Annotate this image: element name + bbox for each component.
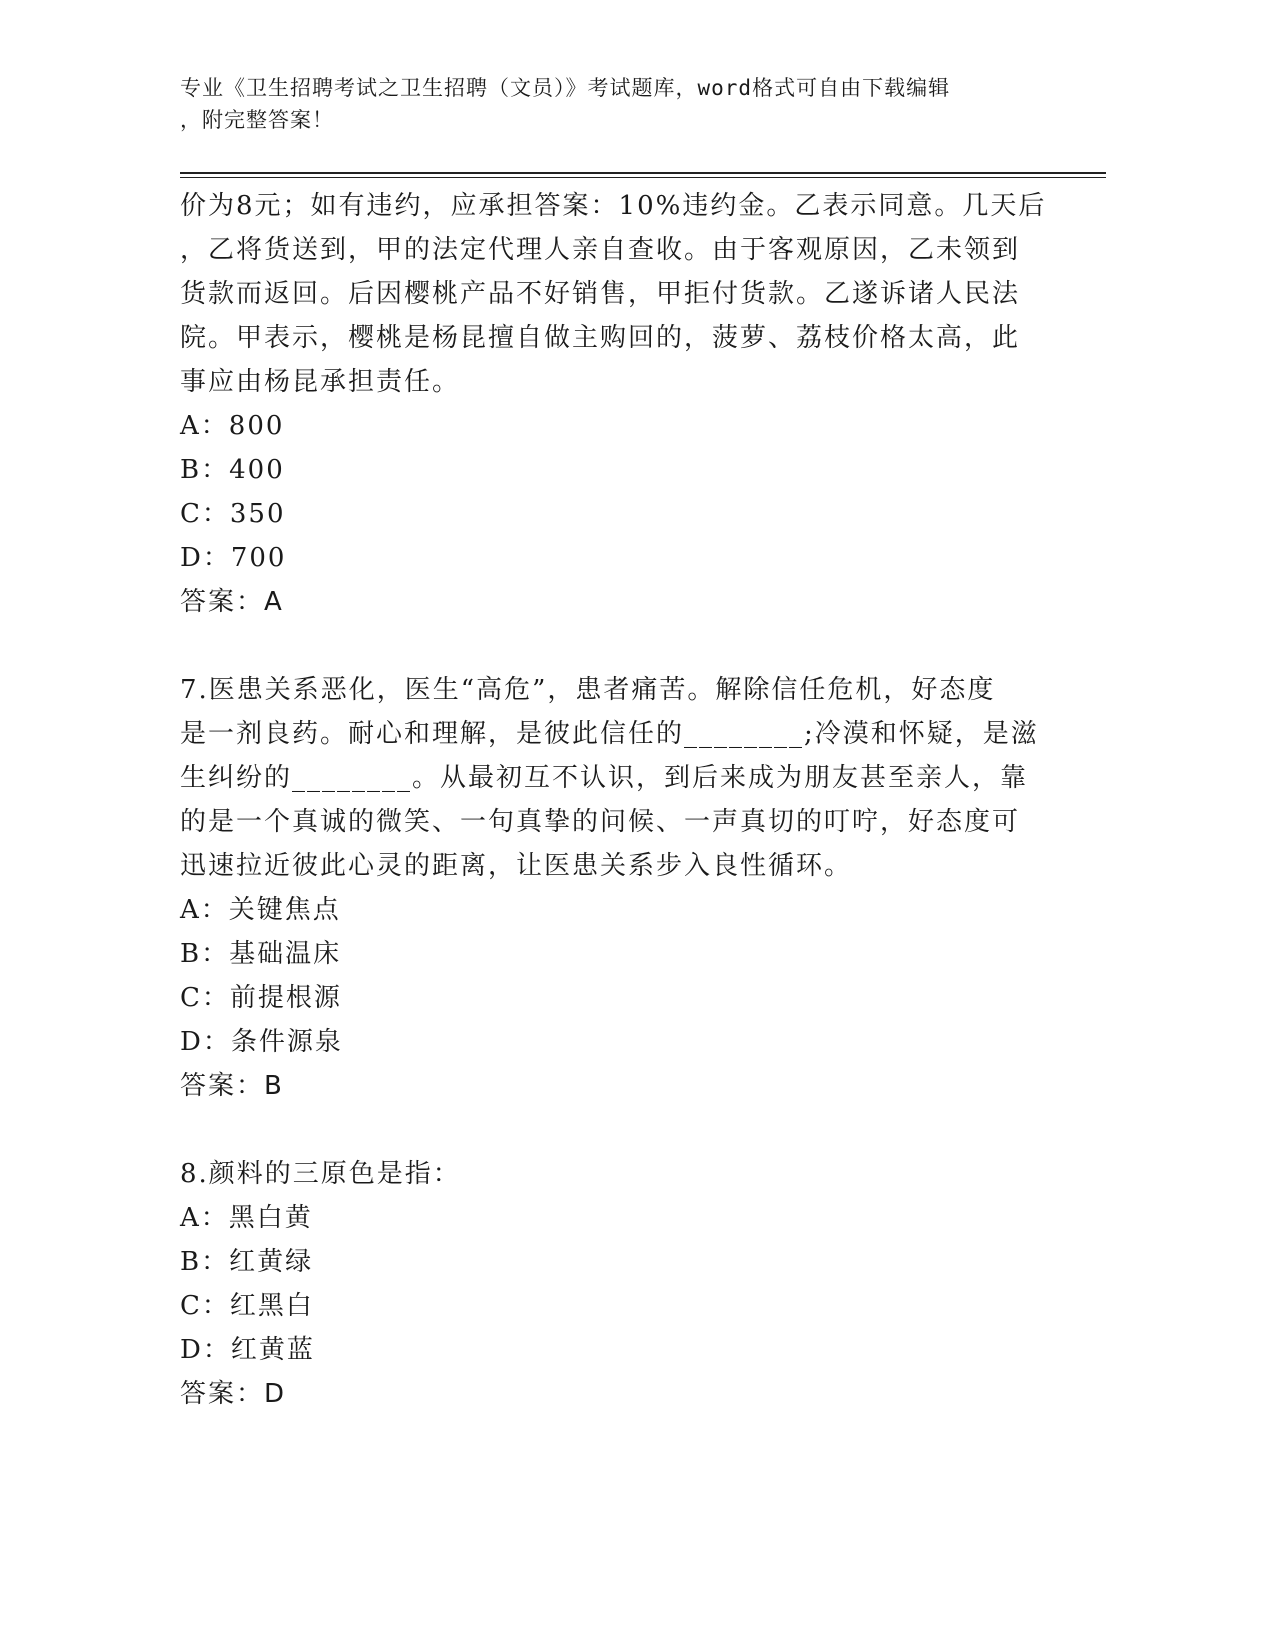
- question-text-line: 的是一个真诚的微笑、一句真挚的问候、一声真切的叮咛，好态度可: [180, 807, 1021, 837]
- option-c: C：红黑白: [180, 1291, 314, 1321]
- option-d: D：条件源泉: [180, 1027, 343, 1057]
- question-text-line: 迅速拉近彼此心灵的距离，让医患关系步入良性循环。: [180, 851, 853, 881]
- question-text-line: 7.医患关系恶化，医生“高危”，患者痛苦。解除信任危机，好态度: [180, 675, 996, 705]
- spacer: [180, 1108, 1060, 1152]
- answer-line: 答案：B: [180, 1071, 284, 1101]
- header-line-1: 专业《卫生招聘考试之卫生招聘（文员）》考试题库，word格式可自由下载编辑: [180, 76, 951, 100]
- option-c: C：350: [180, 499, 286, 529]
- question-text-line: 8.颜料的三原色是指：: [180, 1159, 461, 1189]
- header-divider-thick: [180, 172, 1106, 174]
- header-divider-thin: [180, 177, 1106, 178]
- option-d: D：700: [180, 543, 287, 573]
- option-b: B：基础温床: [180, 939, 342, 969]
- question-text-line: 是一剂良药。耐心和理解，是彼此信任的________;冷漠和怀疑，是滋: [180, 719, 1039, 749]
- spacer: [180, 624, 1060, 668]
- question-text-line: 事应由杨昆承担责任。: [180, 367, 461, 397]
- option-c: C：前提根源: [180, 983, 342, 1013]
- option-a: A：800: [180, 411, 285, 441]
- answer-line: 答案：A: [180, 587, 284, 617]
- question-7: [180, 668, 1060, 1108]
- document-body: [180, 184, 1060, 1416]
- header-line-2: ，附完整答案！: [180, 108, 334, 132]
- option-b: B：400: [180, 455, 285, 485]
- option-b: B：红黄绿: [180, 1247, 314, 1277]
- question-text-line: 生纠纷的________。从最初互不认识，到后来成为朋友甚至亲人，靠: [180, 763, 1029, 793]
- question-6: [180, 184, 1060, 624]
- option-a: A：关键焦点: [180, 895, 341, 925]
- option-a: A：黑白黄: [180, 1203, 313, 1233]
- answer-line: 答案：D: [180, 1379, 287, 1409]
- question-text-line: ，乙将货送到，甲的法定代理人亲自查收。由于客观原因，乙未领到: [180, 235, 1021, 265]
- question-text-line: 货款而返回。后因樱桃产品不好销售，甲拒付货款。乙遂诉诸人民法: [180, 279, 1021, 309]
- question-text-line: 价为8元；如有违约，应承担答案：10%违约金。乙表示同意。几天后: [180, 191, 1047, 221]
- question-8: [180, 1152, 1060, 1416]
- document-header: [180, 72, 1040, 136]
- option-d: D：红黄蓝: [180, 1335, 315, 1365]
- question-text-line: 院。甲表示，樱桃是杨昆擅自做主购回的，菠萝、荔枝价格太高，此: [180, 323, 1021, 353]
